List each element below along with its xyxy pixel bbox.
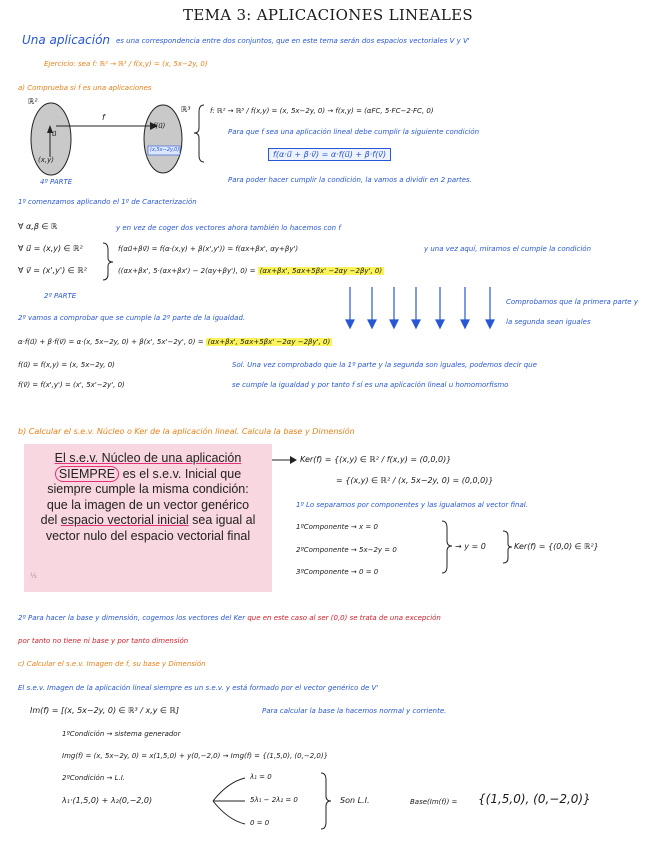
conclusion-line1: Sol. Una vez comprobado que la 1º parte y la segunda son iguales, podemos decir que xyxy=(232,361,537,369)
example-statement: Ejercicio: sea f: ℝ² → ℝ³ / f(x,y) = (x, 5x−2y, 0) xyxy=(44,60,208,68)
linearity-condition: f(α·u⃗ + β·v⃗) = α·f(u⃗) + β·f(v⃗) xyxy=(268,148,391,161)
base-value: {(1,5,0), (0,−2,0)} xyxy=(478,792,591,806)
conclusion-line2: se cumple la igualdad y por tanto f sí es una aplicación lineal u homomorfismo xyxy=(232,381,509,389)
condition-text: Para que f sea una aplicación lineal debe cumplir la siguiente condición xyxy=(228,128,480,136)
intro-heading: Una aplicación xyxy=(22,33,111,47)
kernel-note-line1: El s.e.v. Núcleo de una aplicación xyxy=(54,451,242,465)
lhs-result-highlight: (αx+βx', 5αx+5βx' −2αy −2βy', 0) xyxy=(259,267,383,275)
ker-result: Ker(f) = {(0,0) ∈ ℝ²} xyxy=(514,542,599,551)
label-r2: ℝ² xyxy=(28,97,38,106)
component-1: 1ºComponente → x = 0 xyxy=(296,523,378,531)
forall-scalars: ∀ α,β ∈ ℝ xyxy=(18,222,58,231)
comparison-arrows xyxy=(346,287,494,328)
linear-combination: λ₁·(1,5,0) + λ₂(0,−2,0) xyxy=(62,796,153,805)
system-eq-2: 5λ₁ − 2λ₂ = 0 xyxy=(250,796,298,804)
condition-1: 1ºCondición → sistema generador xyxy=(62,730,181,738)
kernel-note-line4: que la imagen de un vector genérico xyxy=(46,497,250,512)
note-corner-mark: ½ xyxy=(30,572,37,580)
lhs-line1: f(αu⃗+βv⃗) = f(α·(x,y) + β(x',y')) = f(αx+βx', αy+βy') xyxy=(118,245,299,253)
label-parte-2: 2º PARTE xyxy=(44,292,77,300)
image-generators: Img(f) = (x, 5x−2y, 0) = x(1,5,0) + y(0,−2,0) → Img(f) = {(1,5,0), (0,−2,0)} xyxy=(62,752,329,760)
separate-components-note: 1º Lo separamos por componentes y las igualamos al vector final. xyxy=(296,501,528,509)
part-a-heading: a) Comprueba si f es una aplicaciones xyxy=(18,84,152,92)
label-point: (x,y) xyxy=(38,156,54,164)
compare-note: Comprobamos que la primera parte y la segunda sean iguales xyxy=(506,298,638,326)
image-set: Im(f) = [(x, 5x−2y, 0) ∈ ℝ³ / x,y ∈ ℝ] xyxy=(30,706,179,715)
system-eq-3: 0 = 0 xyxy=(250,819,270,827)
forall-u: ∀ u⃗ = (x,y) ∈ ℝ² xyxy=(18,244,83,253)
kernel-note-line3: siempre cumple la misma condición: xyxy=(47,482,249,496)
step1-heading: 1º comenzamos aplicando el 1º de Caracterización xyxy=(18,198,197,206)
li-result: Son L.I. xyxy=(340,796,370,805)
function-definition: f: ℝ² → ℝ³ / f(x,y) = (x, 5x−2y, 0) → f(x,y) = (αFC, 5·FC−2·FC, 0) xyxy=(210,107,434,115)
fv-equation: f(v⃗) = f(x',y') = (x', 5x'−2y', 0) xyxy=(18,381,125,389)
intro-text: es una correspondencia entre dos conjuntos, que en este tema serán dos espacios vectoriales V y V' xyxy=(116,37,470,45)
lhs-line1-note: y una vez aquí, miramos el cumple la condición xyxy=(424,245,592,253)
image-note: Para calcular la base la hacemos normal y corriente. xyxy=(262,707,447,715)
image-definition: El s.e.v. Imagen de la aplicación lineal siempre es un s.e.v. y está formado por el vector genérico de V' xyxy=(18,684,379,692)
label-vec-u: u⃗ xyxy=(52,130,57,138)
forall-scalars-note: y en vez de coger dos vectores ahora también lo hacemos con f xyxy=(116,224,341,232)
rhs-result-highlight: (αx+βx', 5αx+5βx' −2αy −2βy', 0) xyxy=(207,338,331,346)
rhs-line-text: α·f(u⃗) + β·f(v⃗) = α·(x, 5x−2y, 0) + β(x', 5x'−2y', 0) = xyxy=(18,338,206,346)
part-c-heading: c) Calcular el s.e.v. Imagen de f, su base y Dimensión xyxy=(18,660,206,668)
split-text: Para poder hacer cumplir la condición, la vamos a dividir en 2 partes. xyxy=(228,176,472,184)
label-f: f xyxy=(102,113,105,122)
kernel-note-line2: SIEMPRE es el s.e.v. Inicial que xyxy=(26,467,270,483)
lhs-line2-text: ((αx+βx', 5·(αx+βx') − 2(αy+βy'), 0) = xyxy=(118,267,258,275)
step2-heading: 2º vamos a comprobar que se cumple la 2º parte de la igualdad. xyxy=(18,314,246,322)
page-title: TEMA 3: APLICACIONES LINEALES xyxy=(183,6,473,24)
kernel-note-text xyxy=(26,451,270,544)
base-note-2: por tanto no tiene ni base y por tanto dimensión xyxy=(18,637,189,645)
fu-equation: f(u⃗) = f(x,y) = (x, 5x−2y, 0) xyxy=(18,361,115,369)
label-image-point: (x,5x−2y,0) xyxy=(150,147,180,153)
label-parte-1: 4º PARTE xyxy=(40,178,73,186)
ker-definition: Ker(f) = {(x,y) ∈ ℝ² / f(x,y) = (0,0,0)} xyxy=(300,455,452,464)
component-2: 2ºComponente → 5x−2y = 0 xyxy=(296,546,397,554)
kernel-note-line5: del espacio vectorial inicial sea igual al xyxy=(40,513,256,527)
label-r3: ℝ³ xyxy=(181,105,191,114)
condition-2: 2ºCondición → L.I. xyxy=(62,774,125,782)
y-zero: → y = 0 xyxy=(455,542,486,551)
part-b-heading: b) Calcular el s.e.v. Núcleo o Ker de la aplicación lineal. Calcula la base y Dimensión xyxy=(18,427,355,436)
ker-expanded: = {(x,y) ∈ ℝ² / (x, 5x−2y, 0) = (0,0,0)} xyxy=(336,476,494,485)
rhs-line xyxy=(18,338,332,346)
label-fu: f(u⃗) xyxy=(153,122,166,130)
lhs-line2 xyxy=(118,267,384,275)
base-note-1: 2º Para hacer la base y dimensión, cogemos los vectores del Ker que en este caso al ser (0,0) se trata de una excepción xyxy=(18,614,441,622)
base-label: Base(Im(f)) = xyxy=(410,798,458,806)
component-3: 3ºComponente → 0 = 0 xyxy=(296,568,379,576)
forall-v: ∀ v⃗ = (x',y') ∈ ℝ² xyxy=(18,266,87,275)
system-eq-1: λ₁ = 0 xyxy=(250,773,272,781)
kernel-note-line6: vector nulo del espacio vectorial final xyxy=(45,528,251,543)
